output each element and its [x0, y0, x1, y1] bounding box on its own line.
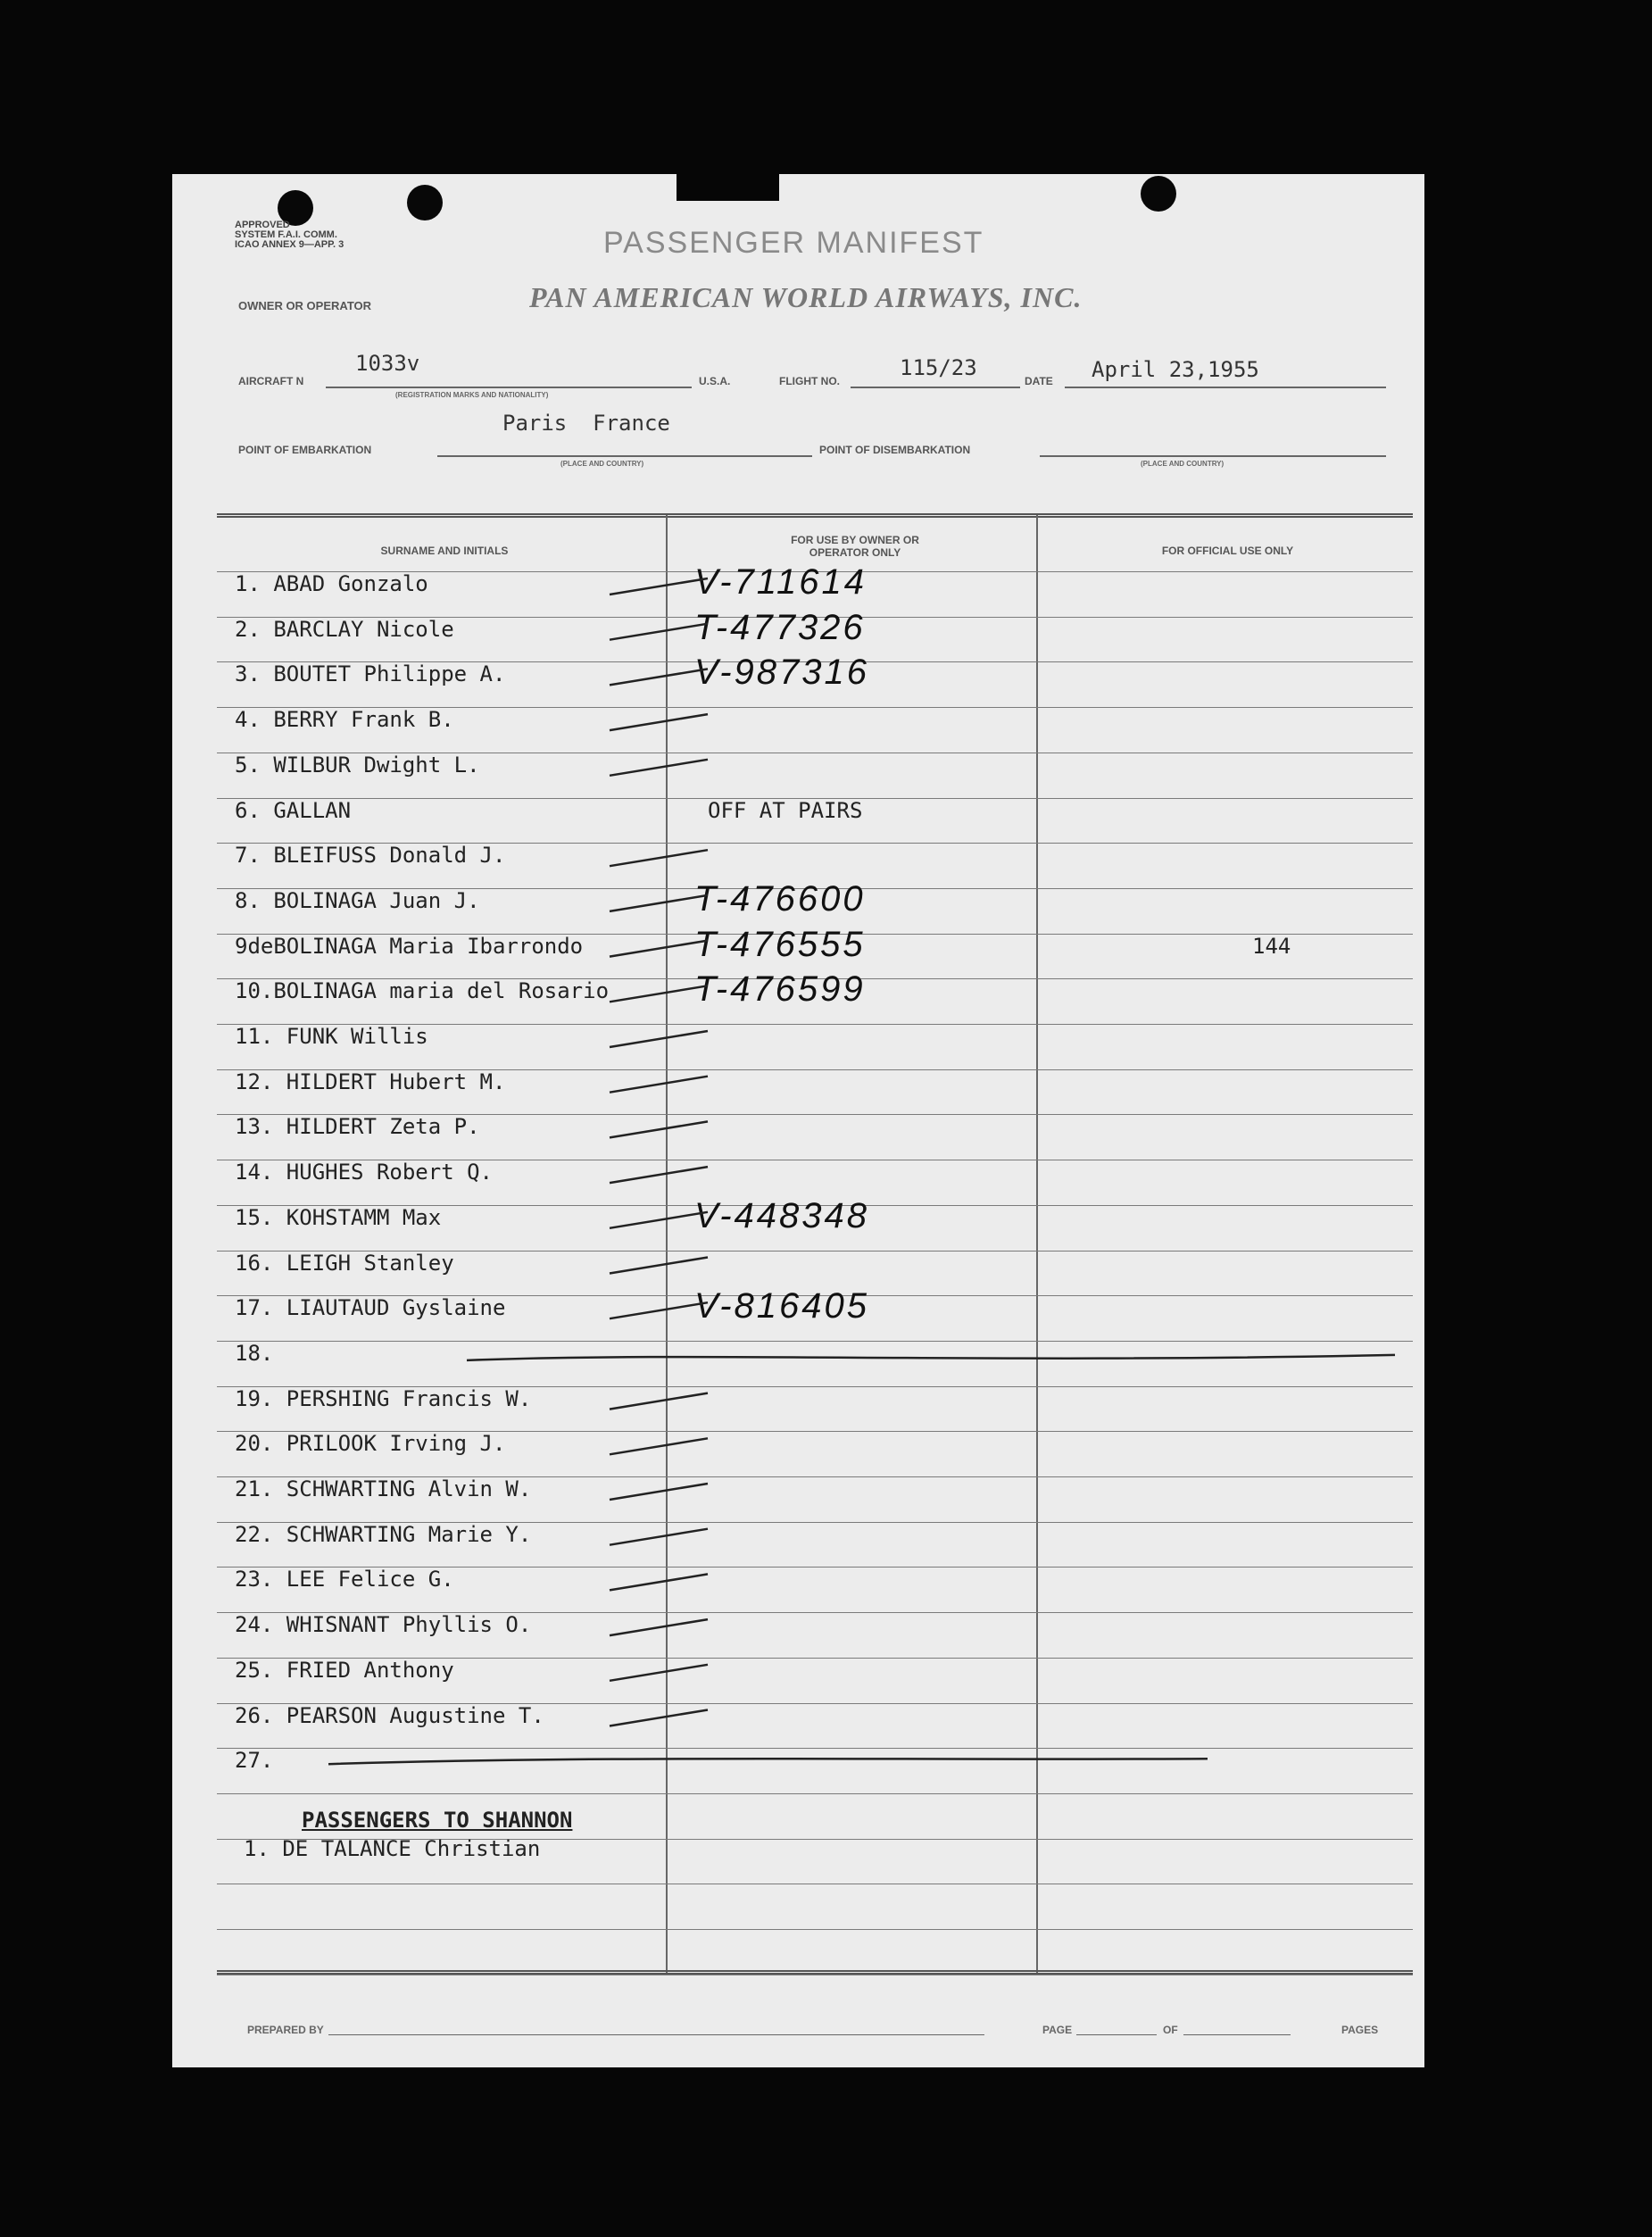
ticket-number: V-448348 — [694, 1195, 869, 1235]
passenger-name: 5. WILBUR Dwight L. — [235, 752, 480, 778]
disembark-rule — [1040, 455, 1386, 457]
table-row — [235, 834, 1395, 878]
ticket-number: T-477326 — [694, 607, 866, 647]
registration-note: (REGISTRATION MARKS AND NATIONALITY) — [395, 391, 549, 399]
ticket-number: V-816405 — [694, 1286, 869, 1326]
surname-column-header: SURNAME AND INITIALS — [380, 545, 509, 557]
passenger-name: 22. SCHWARTING Marie Y. — [235, 1521, 532, 1547]
punch-hole-mid — [407, 185, 443, 220]
passenger-name: 7. BLEIFUSS Donald J. — [235, 843, 506, 869]
table-bottom-rule — [217, 1970, 1413, 1975]
table-row — [235, 1105, 1395, 1150]
embark-value: Paris France — [502, 411, 670, 436]
passenger-name: 24. WHISNANT Phyllis O. — [235, 1612, 532, 1638]
passenger-name: 25. FRIED Anthony — [235, 1657, 454, 1683]
ticket-number: V-711614 — [694, 562, 868, 602]
shannon-heading: PASSENGERS TO SHANNON — [302, 1808, 573, 1833]
passenger-name: 14. HUGHES Robert Q. — [235, 1160, 493, 1185]
ticket-number: V-987316 — [694, 653, 869, 693]
table-row — [235, 1151, 1395, 1195]
passenger-name: 15. KOHSTAMM Max — [235, 1204, 442, 1230]
table-row — [235, 1468, 1395, 1512]
passenger-name: 27. — [235, 1748, 274, 1774]
passenger-name: 3. BOUTET Philippe A. — [235, 661, 506, 687]
passenger-name: 2. BARCLAY Nicole — [235, 616, 454, 642]
punch-hole-right — [1141, 176, 1176, 212]
page-rule — [1076, 2034, 1157, 2035]
table-row — [235, 1513, 1395, 1558]
table-row — [235, 1603, 1395, 1648]
passenger-name: 18. — [235, 1340, 274, 1366]
passenger-name: 16. LEIGH Stanley — [235, 1250, 454, 1276]
date-label: DATE — [1025, 375, 1053, 387]
table-row — [235, 698, 1395, 743]
passenger-name: 9deBOLINAGA Maria Ibarrondo — [235, 933, 584, 959]
aircraft-label: AIRCRAFT N — [238, 375, 304, 387]
date-rule — [1065, 387, 1386, 388]
of-rule — [1183, 2034, 1291, 2035]
table-row — [235, 879, 1395, 924]
passenger-name: 10.BOLINAGA maria del Rosario — [235, 978, 610, 1004]
prepared-by-rule — [328, 2034, 984, 2035]
passenger-name: 19. PERSHING Francis W. — [235, 1385, 532, 1411]
passenger-name: 23. LEE Felice G. — [235, 1567, 454, 1593]
table-row — [235, 1015, 1395, 1060]
passenger-name: 1. ABAD Gonzalo — [235, 571, 428, 596]
official-note: 144 — [1252, 933, 1291, 959]
table-row — [235, 653, 1395, 697]
top-notch — [677, 174, 779, 201]
usa-label: U.S.A. — [699, 375, 731, 387]
disembark-label: POINT OF DISEMBARKATION — [819, 444, 971, 456]
table-row — [235, 1649, 1395, 1693]
table-row — [235, 1422, 1395, 1467]
owner-column-header: FOR USE BY OWNER OR OPERATOR ONLY — [791, 534, 919, 559]
table-row — [235, 1242, 1395, 1286]
table-row — [235, 1332, 1395, 1376]
table-row — [235, 1694, 1395, 1739]
approved-line-1: APPROVED — [235, 220, 290, 230]
table-row — [235, 1377, 1395, 1422]
ticket-number: T-476555 — [694, 924, 866, 964]
embark-place-note: (PLACE AND COUNTRY) — [560, 460, 644, 468]
flight-rule — [851, 387, 1020, 388]
owner-note: OFF AT PAIRS — [708, 797, 863, 823]
official-column-header: FOR OFFICIAL USE ONLY — [1161, 545, 1294, 557]
disembark-place-note: (PLACE AND COUNTRY) — [1141, 460, 1224, 468]
passenger-name: 26. PEARSON Augustine T. — [235, 1702, 544, 1728]
embark-label: POINT OF EMBARKATION — [238, 444, 372, 456]
table-row — [235, 608, 1395, 653]
passenger-name: 21. SCHWARTING Alvin W. — [235, 1476, 532, 1501]
flight-label: FLIGHT NO. — [779, 375, 840, 387]
row-rule — [217, 1929, 1413, 1930]
passenger-name: 12. HILDERT Hubert M. — [235, 1069, 506, 1094]
passenger-name: 8. BOLINAGA Juan J. — [235, 887, 480, 913]
prepared-by-label: PREPARED BY — [247, 2024, 324, 2036]
table-row — [235, 1060, 1395, 1105]
operator-name: PAN AMERICAN WORLD AIRWAYS, INC. — [529, 281, 1083, 313]
date-value: April 23,1955 — [1092, 357, 1259, 382]
aircraft-value: 1033v — [355, 351, 420, 376]
passenger-name: 4. BERRY Frank B. — [235, 707, 454, 733]
aircraft-rule — [326, 387, 692, 388]
table-row — [235, 1196, 1395, 1241]
table-top-rule — [217, 513, 1413, 518]
manifest-sheet — [172, 174, 1424, 2067]
table-row — [235, 1739, 1395, 1784]
passenger-name: 13. HILDERT Zeta P. — [235, 1114, 480, 1140]
of-label: OF — [1163, 2024, 1178, 2036]
approved-line-2: SYSTEM F.A.I. COMM. — [235, 229, 337, 240]
passenger-name: 11. FUNK Willis — [235, 1024, 428, 1049]
approved-line-3: ICAO ANNEX 9—APP. 3 — [235, 239, 345, 250]
table-row — [235, 925, 1395, 969]
owner-label: OWNER OR OPERATOR — [238, 299, 372, 312]
passenger-name: 20. PRILOOK Irving J. — [235, 1431, 506, 1457]
passenger-name: 6. GALLAN — [235, 797, 352, 823]
table-row — [235, 969, 1395, 1014]
ticket-number: T-476600 — [694, 878, 866, 919]
table-row — [235, 1558, 1395, 1602]
table-row — [235, 1286, 1395, 1331]
table-row — [235, 744, 1395, 788]
table-row — [235, 562, 1395, 607]
ticket-number: T-476599 — [694, 969, 866, 1010]
page-label: PAGE — [1042, 2024, 1073, 2036]
row-rule — [217, 1793, 1413, 1794]
embark-rule — [437, 455, 812, 457]
passenger-name: 17. LIAUTAUD Gyslaine — [235, 1295, 506, 1321]
shannon-entry-1: 1. DE TALANCE Christian — [244, 1836, 541, 1861]
approved-stamp — [235, 220, 344, 250]
pages-label: PAGES — [1341, 2024, 1379, 2036]
document-title: PASSENGER MANIFEST — [603, 226, 984, 260]
flight-value: 115/23 — [900, 355, 977, 380]
table-row — [235, 789, 1395, 834]
